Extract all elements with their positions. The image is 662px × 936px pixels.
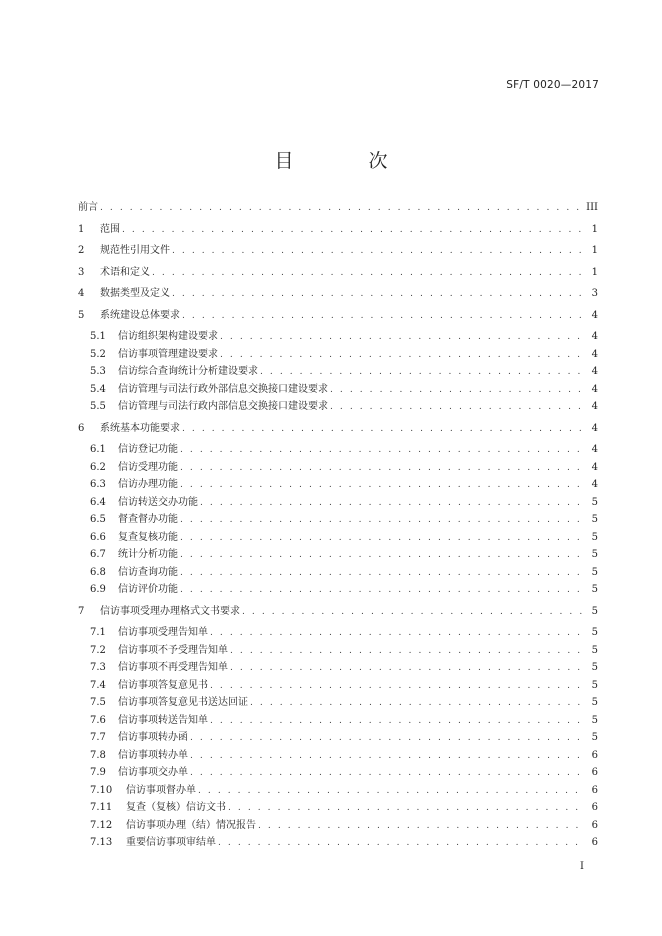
toc-entry-label: 信访办理功能 (118, 479, 178, 490)
toc-leader-dots (180, 460, 584, 478)
toc-leader-dots (180, 565, 584, 583)
toc-entry-number: 4 (78, 288, 85, 299)
toc-entry-label: 复查（复核）信访文书 (126, 802, 226, 813)
toc-entry[interactable] (78, 381, 598, 399)
toc-entry-page: 1 (591, 223, 598, 235)
toc-entry-page: 5 (591, 584, 598, 595)
toc-leader-dots (100, 200, 582, 218)
toc-entry-number: 6.8 (90, 566, 106, 578)
toc-entry-number: 7.1 (90, 627, 106, 638)
toc-entry[interactable] (78, 712, 598, 730)
toc-entry[interactable] (78, 398, 598, 416)
toc-entry-number: 7.9 (90, 767, 106, 778)
toc-entry-number: 5.5 (90, 401, 106, 412)
toc-entry-page: III (586, 202, 598, 213)
toc-leader-dots (182, 421, 584, 439)
toc-entry-page: 4 (591, 383, 598, 395)
toc-leader-dots (180, 512, 584, 530)
toc-entry-page: 5 (591, 605, 598, 617)
toc-entry[interactable] (78, 494, 598, 512)
toc-entry-label: 信访事项不再受理告知单 (118, 662, 228, 673)
toc-entry[interactable] (78, 221, 598, 239)
toc-leader-dots (230, 643, 584, 661)
toc-leader-dots (172, 243, 584, 261)
toc-leader-dots (330, 399, 584, 417)
footer-page-number: I (580, 861, 584, 872)
toc-leader-dots (182, 308, 584, 326)
toc-entry-label: 复查复核功能 (118, 531, 178, 543)
toc-entry-page: 3 (591, 288, 598, 299)
toc-entry[interactable] (78, 346, 598, 364)
toc-entry-label: 信访管理与司法行政外部信息交换接口建设要求 (118, 383, 328, 395)
toc-entry[interactable] (78, 529, 598, 547)
page-title: 目 次 (274, 150, 416, 172)
toc-entry-page: 6 (591, 784, 598, 796)
toc-leader-dots (210, 678, 584, 696)
toc-entry-page: 5 (591, 679, 598, 691)
toc-entry-number: 7.7 (90, 732, 106, 743)
toc-leader-dots (172, 286, 584, 304)
toc-entry-label: 信访事项转办函 (118, 732, 188, 743)
toc-entry[interactable] (78, 782, 598, 800)
toc-entry-label: 术语和定义 (100, 266, 150, 278)
toc-leader-dots (250, 695, 584, 713)
toc-entry-page: 4 (591, 444, 598, 455)
toc-entry-label: 信访评价功能 (118, 584, 178, 595)
toc-entry[interactable] (78, 307, 598, 325)
toc-entry-page: 6 (591, 749, 598, 761)
toc-entry-label: 信访事项受理告知单 (118, 627, 208, 638)
toc-leader-dots (180, 547, 584, 565)
toc-entry-label: 信访受理功能 (118, 461, 178, 473)
toc-entry-number: 5.2 (90, 348, 106, 360)
toc-entry-page: 4 (591, 366, 598, 377)
toc-entry-number: 6.6 (90, 531, 106, 543)
toc-leader-dots (242, 604, 584, 622)
toc-leader-dots (180, 530, 584, 548)
toc-entry-number: 2 (78, 245, 85, 256)
toc-leader-dots (122, 222, 584, 240)
toc-entry-label: 信访组织架构建设要求 (118, 331, 218, 342)
toc-leader-dots (198, 783, 584, 801)
toc-entry-label: 系统基本功能要求 (100, 422, 180, 434)
toc-entry-label: 信访事项交办单 (118, 767, 188, 778)
toc-entry-number: 7.5 (90, 697, 106, 708)
toc-entry-page: 5 (591, 644, 598, 656)
toc-entry-number: 5 (78, 309, 85, 321)
toc-entry[interactable] (78, 476, 598, 494)
toc-entry[interactable] (78, 363, 598, 381)
toc-leader-dots (180, 477, 584, 495)
toc-leader-dots (210, 625, 584, 643)
toc-entry-page: 5 (591, 627, 598, 638)
toc-leader-dots (330, 382, 584, 400)
table-of-contents (78, 199, 598, 852)
toc-entry[interactable] (78, 799, 598, 817)
toc-entry-number: 6.5 (90, 514, 106, 525)
toc-entry[interactable] (78, 546, 598, 564)
toc-entry-page: 5 (591, 732, 598, 743)
toc-entry-label: 重要信访事项审结单 (126, 837, 216, 848)
toc-entry-number: 6.4 (90, 496, 106, 508)
toc-entry-label: 信访事项转办单 (118, 749, 188, 761)
toc-entry-number: 7.8 (90, 749, 106, 761)
toc-entry-label: 统计分析功能 (118, 549, 178, 560)
toc-entry-page: 4 (591, 331, 598, 342)
toc-leader-dots (152, 265, 584, 283)
toc-entry[interactable] (78, 659, 598, 677)
toc-entry-number: 6.3 (90, 479, 106, 490)
toc-entry[interactable] (78, 420, 598, 438)
toc-entry[interactable] (78, 328, 598, 346)
toc-entry[interactable] (78, 694, 598, 712)
toc-leader-dots (230, 660, 584, 678)
toc-entry-label: 信访查询功能 (118, 566, 178, 578)
toc-entry-label: 信访事项受理办理格式文书要求 (100, 605, 240, 617)
toc-entry-page: 5 (591, 714, 598, 726)
toc-entry[interactable] (78, 624, 598, 642)
toc-leader-dots (200, 495, 584, 513)
toc-leader-dots (190, 730, 584, 748)
toc-entry[interactable] (78, 199, 598, 217)
toc-entry-number: 1 (78, 223, 85, 235)
toc-entry-label: 数据类型及定义 (100, 288, 170, 299)
toc-leader-dots (258, 818, 584, 836)
toc-entry-page: 6 (591, 767, 598, 778)
toc-leader-dots (190, 748, 584, 766)
toc-entry-number: 7.12 (90, 819, 113, 831)
toc-entry-label: 信访综合查询统计分析建设要求 (118, 366, 258, 377)
toc-entry-number: 6.7 (90, 549, 106, 560)
toc-entry-number: 6.1 (90, 444, 106, 455)
toc-leader-dots (180, 582, 584, 600)
toc-leader-dots (228, 800, 584, 818)
toc-entry-page: 5 (591, 697, 598, 708)
toc-entry[interactable] (78, 764, 598, 782)
toc-entry[interactable] (78, 441, 598, 459)
toc-entry-label: 信访事项答复意见书 (118, 679, 208, 691)
toc-entry-number: 7.6 (90, 714, 106, 726)
toc-entry-label: 规范性引用文件 (100, 245, 170, 256)
toc-entry-label: 系统建设总体要求 (100, 309, 180, 321)
toc-entry-page: 5 (591, 496, 598, 508)
toc-entry-page: 5 (591, 662, 598, 673)
toc-entry-number: 6.9 (90, 584, 106, 595)
toc-entry[interactable] (78, 264, 598, 282)
toc-entry-label: 信访转送交办功能 (118, 496, 198, 508)
toc-entry[interactable] (78, 677, 598, 695)
toc-entry-page: 4 (591, 479, 598, 490)
toc-entry[interactable] (78, 747, 598, 765)
toc-entry-number: 7.13 (90, 837, 113, 848)
toc-entry-number: 5.3 (90, 366, 106, 377)
toc-entry[interactable] (78, 459, 598, 477)
toc-entry[interactable] (78, 817, 598, 835)
toc-entry-label: 信访事项管理建设要求 (118, 348, 218, 360)
toc-leader-dots (190, 765, 584, 783)
toc-entry[interactable] (78, 564, 598, 582)
standard-code: SF/T 0020—2017 (506, 79, 599, 91)
toc-entry-page: 1 (591, 245, 598, 256)
toc-entry-page: 4 (591, 309, 598, 321)
toc-entry-page: 6 (591, 819, 598, 831)
toc-entry[interactable] (78, 581, 598, 599)
toc-entry-label: 信访事项转送告知单 (118, 714, 208, 726)
toc-entry-label: 信访事项办理（结）情况报告 (126, 819, 256, 831)
toc-entry-page: 5 (591, 566, 598, 578)
toc-entry[interactable] (78, 242, 598, 260)
toc-entry-label: 信访登记功能 (118, 444, 178, 455)
toc-entry-number: 7 (78, 605, 85, 617)
toc-entry-page: 4 (591, 461, 598, 473)
toc-leader-dots (260, 364, 584, 382)
toc-entry[interactable] (78, 511, 598, 529)
toc-entry-number: 5.4 (90, 383, 106, 395)
toc-entry-number: 3 (78, 266, 85, 278)
toc-entry-label: 信访事项督办单 (126, 784, 196, 796)
toc-entry[interactable] (78, 603, 598, 621)
toc-entry-number: 7.4 (90, 679, 106, 691)
toc-leader-dots (218, 835, 584, 853)
toc-entry-page: 4 (591, 422, 598, 434)
toc-entry-number: 6 (78, 422, 85, 434)
toc-entry-page: 4 (591, 348, 598, 360)
toc-entry-number: 5.1 (90, 331, 106, 342)
toc-entry-page: 5 (591, 531, 598, 543)
toc-leader-dots (210, 713, 584, 731)
toc-entry[interactable] (78, 285, 598, 303)
toc-entry-label: 范围 (100, 223, 120, 235)
toc-entry-page: 5 (591, 549, 598, 560)
toc-entry-page: 4 (591, 401, 598, 412)
toc-entry-number: 7.2 (90, 644, 106, 656)
toc-entry-number: 7.10 (90, 784, 113, 796)
toc-leader-dots (220, 329, 584, 347)
toc-entry[interactable] (78, 834, 598, 852)
toc-leader-dots (220, 347, 584, 365)
toc-entry-page: 6 (591, 802, 598, 813)
toc-entry[interactable] (78, 729, 598, 747)
toc-entry[interactable] (78, 642, 598, 660)
toc-entry-label: 信访管理与司法行政内部信息交换接口建设要求 (118, 401, 328, 412)
toc-entry-number: 6.2 (90, 461, 106, 473)
toc-entry-page: 6 (591, 837, 598, 848)
toc-leader-dots (180, 442, 584, 460)
toc-entry-label: 信访事项不予受理告知单 (118, 644, 228, 656)
toc-entry-label: 前言 (78, 202, 98, 213)
toc-entry-label: 信访事项答复意见书送达回证 (118, 697, 248, 708)
toc-entry-label: 督查督办功能 (118, 514, 178, 525)
toc-entry-page: 1 (591, 266, 598, 278)
toc-entry-page: 5 (591, 514, 598, 525)
toc-entry-number: 7.11 (90, 802, 113, 813)
toc-entry-number: 7.3 (90, 662, 106, 673)
